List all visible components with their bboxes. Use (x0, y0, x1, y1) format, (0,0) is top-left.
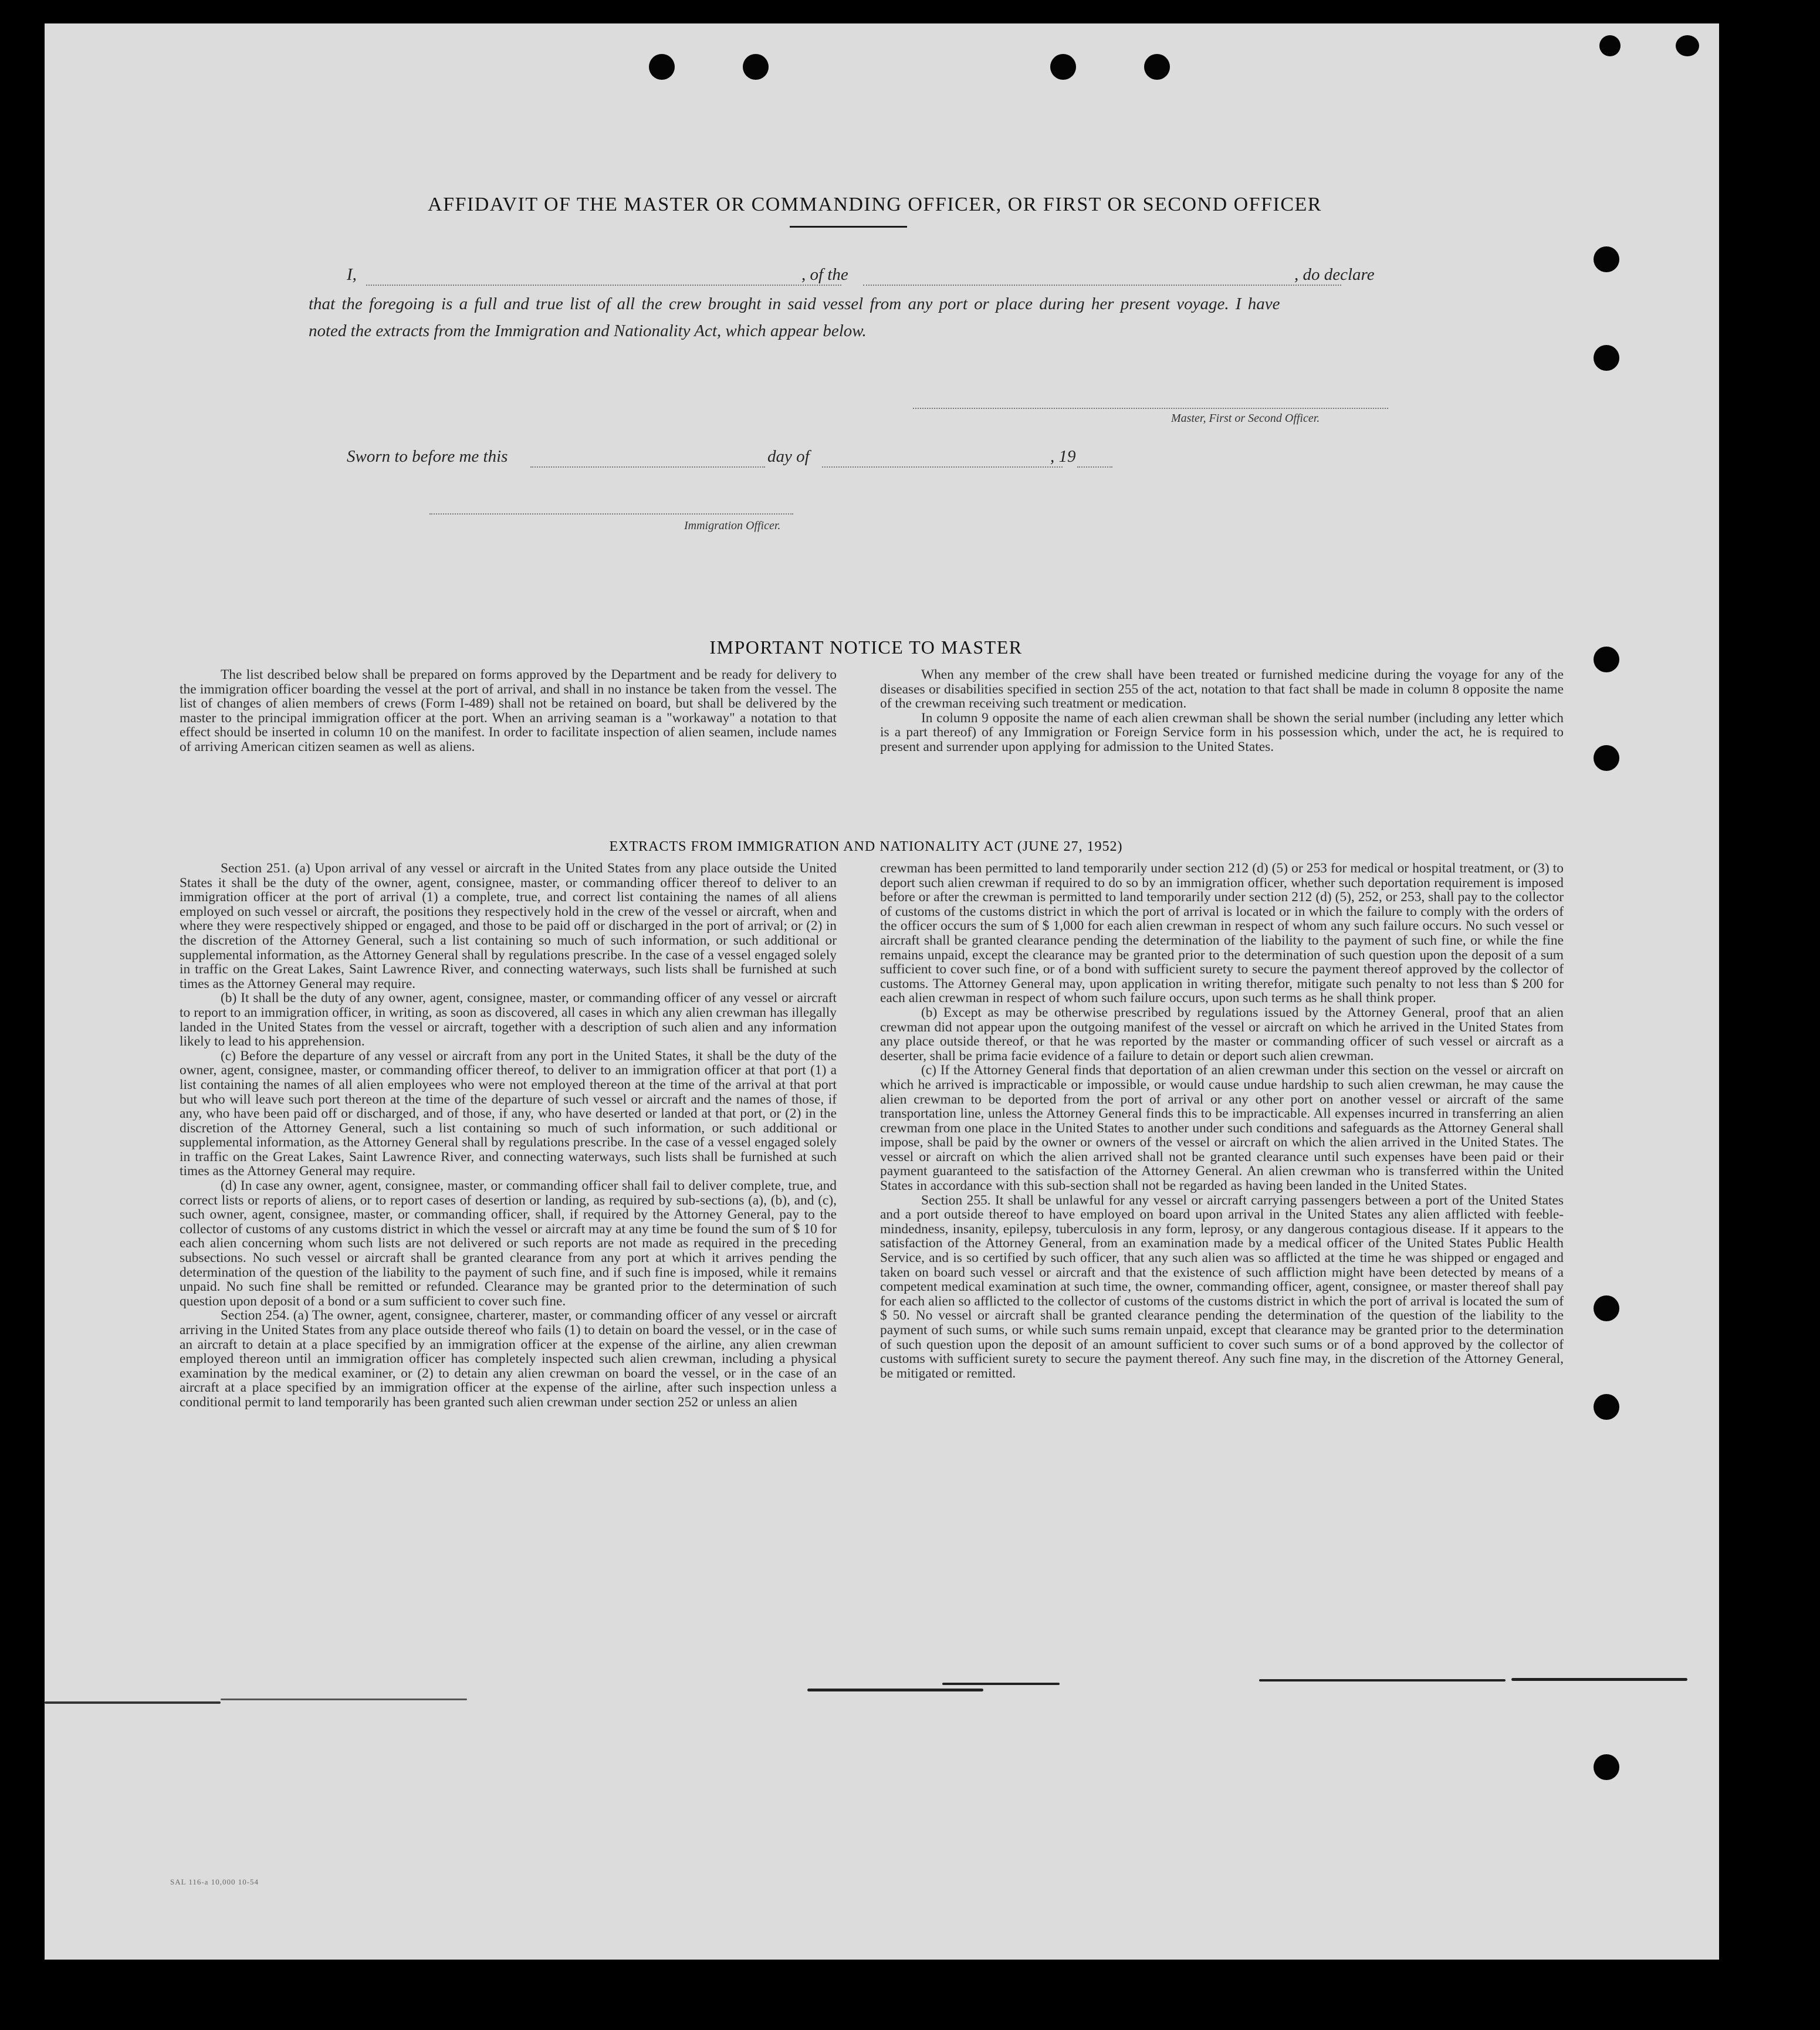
name-field[interactable] (366, 285, 841, 286)
extract-paragraph: (b) Except as may be otherwise prescribed by regulations issued by the Attorney General, proof that an alien crewman did not appear upon the outgoing manifest of the vessel or aircraft on which he arrived in the United States from any place outside thereof, or that he was reported by the master or commanding officer of such vessel or aircraft as a deserter, shall be prima facie evidence of a failure to detain or deport such alien crewman. (880, 1004, 1564, 1064)
punch-hole (1599, 35, 1621, 56)
notice-right-paragraph-2: In column 9 opposite the name of each alien crewman shall be shown the serial number (including any letter which is a part thereof) of any Immigration or Foreign Service form in his possession which, under the act, he is required to present and surrender upon applying for admission to the United States. (880, 710, 1564, 755)
sworn-label: Sworn to before me this (347, 447, 508, 466)
notice-title: IMPORTANT NOTICE TO MASTER (709, 637, 1023, 658)
punch-hole (1594, 1394, 1619, 1420)
master-signature-line[interactable] (913, 408, 1388, 409)
officer-signature-label: Immigration Officer. (684, 519, 781, 532)
scan-smear (1259, 1679, 1506, 1681)
punch-hole (1050, 54, 1076, 80)
punch-hole (1676, 35, 1699, 56)
notice-left-paragraph: The list described below shall be prepared on forms approved by the Department and be ready for delivery to the immigration officer boarding the vessel at the port of arrival, and shall in no instance be taken from the vessel. The list of changes of alien members of crews (Form I-489) shall not be retained on board, but shall be delivered by the master to the principal immigration officer at the port. When an arriving seaman is a "workaway" a notation to that effect should be inserted in column 10 on the manifest. In order to facilitate inspection of alien seamen, include names of arriving American citizen seamen as well as aliens. (180, 667, 837, 755)
notice-right-column (880, 668, 1564, 755)
notice-right-paragraph-1: When any member of the crew shall have been treated or furnished medicine during the voyage for any of the diseases or disabilities specified in section 255 of the act, notation to that fact shall be made in column 8 opposite the name of the crewman receiving such treatment or medication. (880, 667, 1564, 712)
title-underline (790, 226, 907, 228)
officer-signature-line[interactable] (429, 513, 793, 515)
extract-paragraph: Section 251. (a) Upon arrival of any vessel or aircraft in the United States from any place outside the United States it shall be the duty of the owner, agent, consignee, master, or commanding officer thereof to deliver to an immigration officer at the port of arrival (1) a complete, true, and correct list containing the names of all aliens employed on such vessel or aircraft, the positions they respectively hold in the crew of the vessel or aircraft, when and where they were respectively shipped or engaged, and those to be paid off or discharged in the port of arrival; or (2) in the discretion of the Attorney General, such a list containing so much of such information, or such additional or supplemental information, as the Attorney General shall by regulations prescribe. In the case of a vessel engaged solely in traffic on the Great Lakes, Saint Lawrence River, and connecting waterways, such lists shall be furnished at such times as the Attorney General may require. (180, 861, 837, 992)
extract-paragraph: Section 254. (a) The owner, agent, consignee, charterer, master, or commanding officer of any vessel or aircraft arriving in the United States from any place outside thereof who fails (1) to detain on board the vessel, or in the case of an aircraft to detain at a place specified by an immigration officer at the expense of the airline, any alien crewman employed thereon until an immigration officer has completely inspected such alien crewman, including a physical examination by the medical examiner, or (2) to detain any alien crewman on board the vessel, or in the case of an aircraft at a place specified by an immigration officer at the expense of the airline, after such inspection unless a conditional permit to land temporarily has been granted such alien crewman under section 252 or unless an alien (180, 1308, 837, 1410)
day-of-label: day of (767, 447, 810, 466)
do-declare-label: , do declare (1294, 265, 1375, 284)
extracts-title: EXTRACTS FROM IMMIGRATION AND NATIONALITY ACT (JUNE 27, 1952) (609, 839, 1123, 854)
of-the-label: , of the (801, 265, 848, 284)
scan-smear (221, 1699, 467, 1700)
extracts-left-column (180, 861, 837, 1410)
punch-hole (1594, 246, 1619, 272)
extract-paragraph: (c) If the Attorney General finds that deportation of an alien crewman under this section on the vessel or aircraft on which he arrived is impracticable or impossible, or would cause undue hardship to such alien crewman, he may cause the alien crewman to be deported from the port of arrival or any other port on another vessel or aircraft of the same transportation line, unless the Attorney General finds this to be impracticable. All expenses incurred in transferring an alien crewman from one place in the United States to another under such conditions and safeguards as the Attorney General shall impose, shall be paid by the owner or owners of the vessel or aircraft on which the alien arrived in the United States. The vessel or aircraft on which the alien arrived shall not be granted clearance until such expenses have been paid or their payment guaranteed to the satisfaction of the Attorney General. An alien crewman who is transferred within the United States in accordance with this sub-section shall not be regarded as having been landed in the United States. (880, 1063, 1564, 1194)
scan-smear (45, 1701, 221, 1704)
extract-paragraph: (b) It shall be the duty of any owner, agent, consignee, master, or commanding officer of any vessel or aircraft to report to an immigration officer, in writing, as soon as discovered, all cases in which any alien crewman has illegally landed in the United States from the vessel or aircraft, together with a description of such alien and any information likely to lead to his apprehension. (180, 990, 837, 1050)
extracts-right-column (880, 861, 1564, 1381)
punch-hole (1144, 54, 1170, 80)
declaration-line-2: noted the extracts from the Immigration and Nationality Act, which appear below. (309, 322, 867, 340)
punch-hole (1594, 647, 1619, 672)
extract-paragraph: (d) In case any owner, agent, consignee, master, or commanding officer shall fail to deliver complete, true, and correct lists or reports of aliens, or to report cases of desertion or landing, as required by sub-sections (a), (b), and (c), such owner, agent, consignee, master, or commanding officer, shall, if required by the Attorney General, pay to the collector of customs of any customs district in which the vessel or aircraft may at any time be found the sum of $ 10 for each alien concerning whom such lists are not delivered or such reports are not made as required in the preceding subsections. No such vessel or aircraft shall be granted clearance from any port at which it arrives pending the determination of the question of the liability to the payment of such fine, and if such fine is imposed, while it remains unpaid. No such fine shall be remitted or refunded. Clearance may be granted prior to the determination of such question upon deposit of a bond or a sum sufficient to cover such fine. (180, 1178, 837, 1309)
punch-hole (1594, 1754, 1619, 1780)
document-page (45, 23, 1719, 1960)
master-signature-label: Master, First or Second Officer. (1171, 412, 1320, 425)
vessel-field[interactable] (863, 285, 1341, 286)
extract-paragraph: crewman has been permitted to land temporarily under section 212 (d) (5) or 253 for medical or hospital treatment, or (3) to deport such alien crewman if required to do so by an immigration officer, whether such deportation requirement is imposed before or after the crewman is permitted to land temporarily under section 212 (d) (5), 252, or 253, shall pay to the collector of customs of the customs district in which the port of arrival is located or in which the failure to comply with the orders of the officer occurs the sum of $ 1,000 for each alien crewman in respect of whom any such failure occurs. No such vessel or aircraft shall be granted clearance pending the determination of the liability to the payment of such fine, or while the fine remains unpaid, except the clearance may be granted prior to the determination of such question upon the deposit of a sum sufficient to cover such fine, or of a bond with sufficient surety to secure the payment thereof approved by the collector of customs. The Attorney General may, upon application in writing therefor, mitigate such penalty to not less than $ 200 for each alien crewman in respect of whom such failure occurs, upon such terms as he shall think proper. (880, 861, 1564, 1006)
sworn-day-field[interactable] (530, 466, 765, 468)
notice-left-column (180, 668, 837, 755)
punch-hole (743, 54, 769, 80)
punch-hole (1594, 345, 1619, 371)
i-label: I, (347, 265, 357, 284)
year-label: , 19 (1050, 447, 1076, 466)
scan-smear (1511, 1678, 1687, 1681)
sworn-month-field[interactable] (822, 466, 1063, 468)
form-code: SAL 116-a 10,000 10-54 (170, 1877, 259, 1886)
scan-smear (807, 1689, 983, 1691)
punch-hole (649, 54, 675, 80)
extract-paragraph: (c) Before the departure of any vessel or aircraft from any port in the United States, it shall be the duty of the owner, agent, consignee, master, or commanding officer thereof, to deliver to an immigration officer at that port (1) a list containing the names of all alien employees who were not employed thereon at the time of the arrival at that port but who will leave such port thereon at the time of the departure of such vessel or aircraft and the names of those, if any, who have been paid off or discharged, and of those, if any, who have deserted or landed at that port, or (2) in the discretion of the Attorney General, such a list containing so much of such information, or such additional or supplemental information, as the Attorney General shall by regulations prescribe. In the case of a vessel engaged solely in traffic on the Great Lakes, Saint Lawrence River, and connecting waterways, such lists shall be furnished at such times as the Attorney General may require. (180, 1048, 837, 1179)
extract-paragraph: Section 255. It shall be unlawful for any vessel or aircraft carrying passengers between a port of the United States and a port outside thereof to have employed on board upon arrival in the United States any alien afflicted with feeble-mindedness, insanity, epilepsy, tuberculosis in any form, leprosy, or any dangerous contagious disease. If it appears to the satisfaction of the Attorney General, from an examination made by a medical officer of the United States Public Health Service, and is so certified by such officer, that any such alien was so afflicted at the time he was shipped or engaged and taken on board such vessel or aircraft and that the existence of such affliction might have been detected by means of a competent medical examination at such time, the owner, commanding officer, agent, consignee, or master thereof shall pay for each alien so afflicted to the collector of customs of the customs district in which the port of arrival is located the sum of $ 50. No vessel or aircraft shall be granted clearance pending the determination of the question of the liability to the payment of such sums, or while such sums remain unpaid, except that clearance may be granted prior to the determination of such question upon the deposit of an amount sufficient to cover such sums or of a bond approved by the collector of customs with sufficient surety to secure the payment thereof. Any such fine may, in the discretion of the Attorney General, be mitigated or remitted. (880, 1192, 1564, 1381)
scan-smear (942, 1683, 1060, 1685)
declaration-line-1: that the foregoing is a full and true list of all the crew brought in said vessel from any port or place during her present voyage. I have (309, 295, 1280, 313)
affidavit-title: AFFIDAVIT OF THE MASTER OR COMMANDING OFFICER, OR FIRST OR SECOND OFFICER (428, 194, 1322, 215)
sworn-year-field[interactable] (1077, 466, 1112, 468)
punch-hole (1594, 745, 1619, 771)
punch-hole (1594, 1295, 1619, 1321)
